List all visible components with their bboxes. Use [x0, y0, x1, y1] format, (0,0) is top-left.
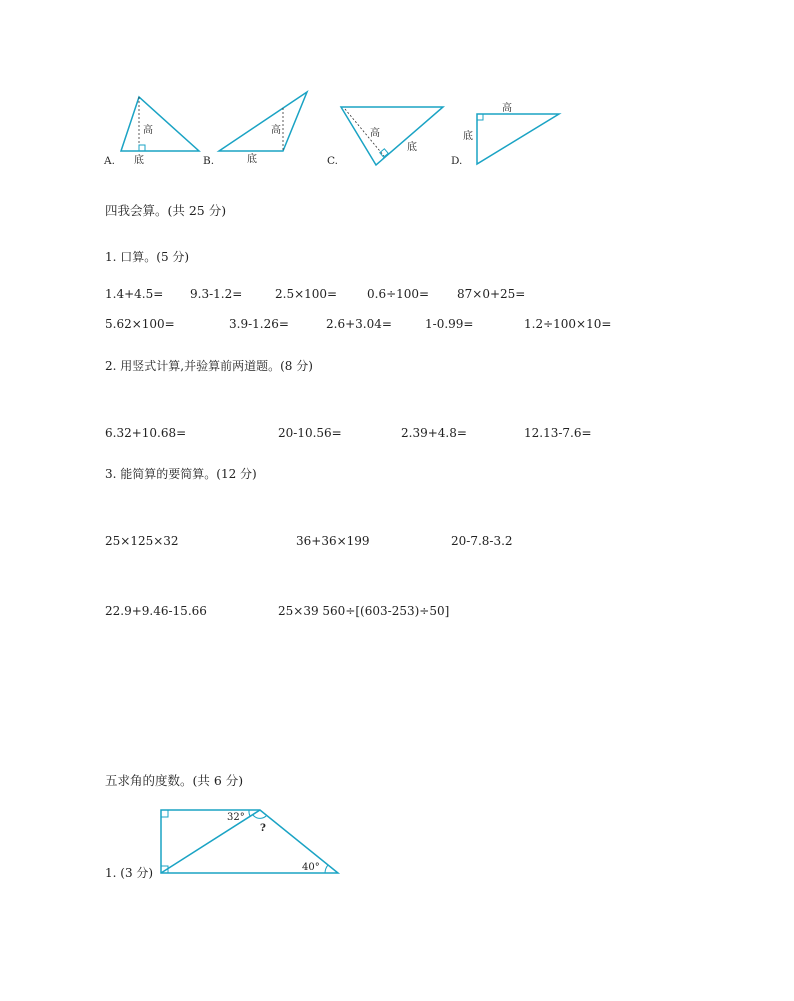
- q3-item: 25×125×32: [105, 534, 179, 548]
- q5-1-label: 1. (3 分): [105, 866, 154, 880]
- triangle-c-height-label: 高: [370, 128, 380, 139]
- q3-item: 25×39 560÷[(603-253)÷50]: [278, 604, 450, 618]
- angle-label-unknown: ?: [260, 823, 266, 834]
- q1-item: 1.4+4.5=: [105, 287, 164, 301]
- q1-title: 1. 口算。(5 分): [105, 250, 190, 264]
- q1-item: 87×0+25=: [457, 287, 526, 301]
- q2-item: 20-10.56=: [278, 426, 342, 440]
- triangle-b-height-label: 高: [271, 125, 281, 136]
- right-angle-mark-top: [161, 810, 168, 817]
- triangle-b-option: B.: [203, 155, 215, 167]
- q2-title: 2. 用竖式计算,并验算前两道题。(8 分): [105, 359, 313, 373]
- triangle-a-option: A.: [104, 155, 115, 167]
- q1-item: 3.9-1.26=: [229, 317, 289, 331]
- section-4-title: 四我会算。(共 25 分): [105, 203, 227, 218]
- q3-item: 20-7.8-3.2: [451, 534, 513, 548]
- angle-label-32: 32°: [227, 812, 245, 823]
- q3-title: 3. 能简算的要简算。(12 分): [105, 467, 257, 481]
- triangle-d-option: D.: [451, 155, 463, 167]
- section-5-title: 五求角的度数。(共 6 分): [105, 773, 244, 788]
- q2-item: 6.32+10.68=: [105, 426, 187, 440]
- triangle-b-base-label: 底: [247, 154, 257, 165]
- q1-item: 5.62×100=: [105, 317, 175, 331]
- q3-item: 22.9+9.46-15.66: [105, 604, 207, 618]
- triangle-d-height-label: 高: [502, 103, 512, 114]
- q3-item: 36+36×199: [296, 534, 370, 548]
- q2-item: 2.39+4.8=: [401, 426, 467, 440]
- trapezoid-diagonal: [161, 810, 260, 873]
- q1-item: 0.6÷100=: [367, 287, 430, 301]
- q1-item: 2.6+3.04=: [326, 317, 392, 331]
- triangle-d-base-label: 底: [463, 131, 473, 142]
- q2-item: 12.13-7.6=: [524, 426, 592, 440]
- q1-item: 1.2÷100×10=: [524, 317, 612, 331]
- angle-arc-unknown: [253, 815, 267, 818]
- angle-arc-32: [249, 810, 250, 816]
- triangle-a-base-label: 底: [134, 155, 144, 166]
- triangle-c-option: C.: [327, 155, 338, 167]
- angle-label-40: 40°: [302, 862, 320, 873]
- triangle-c-base-label: 底: [407, 142, 417, 153]
- q1-item: 1-0.99=: [425, 317, 474, 331]
- q1-item: 2.5×100=: [275, 287, 338, 301]
- triangle-a-height-label: 高: [143, 125, 153, 136]
- q1-item: 9.3-1.2=: [190, 287, 243, 301]
- angle-arc-40: [325, 865, 328, 873]
